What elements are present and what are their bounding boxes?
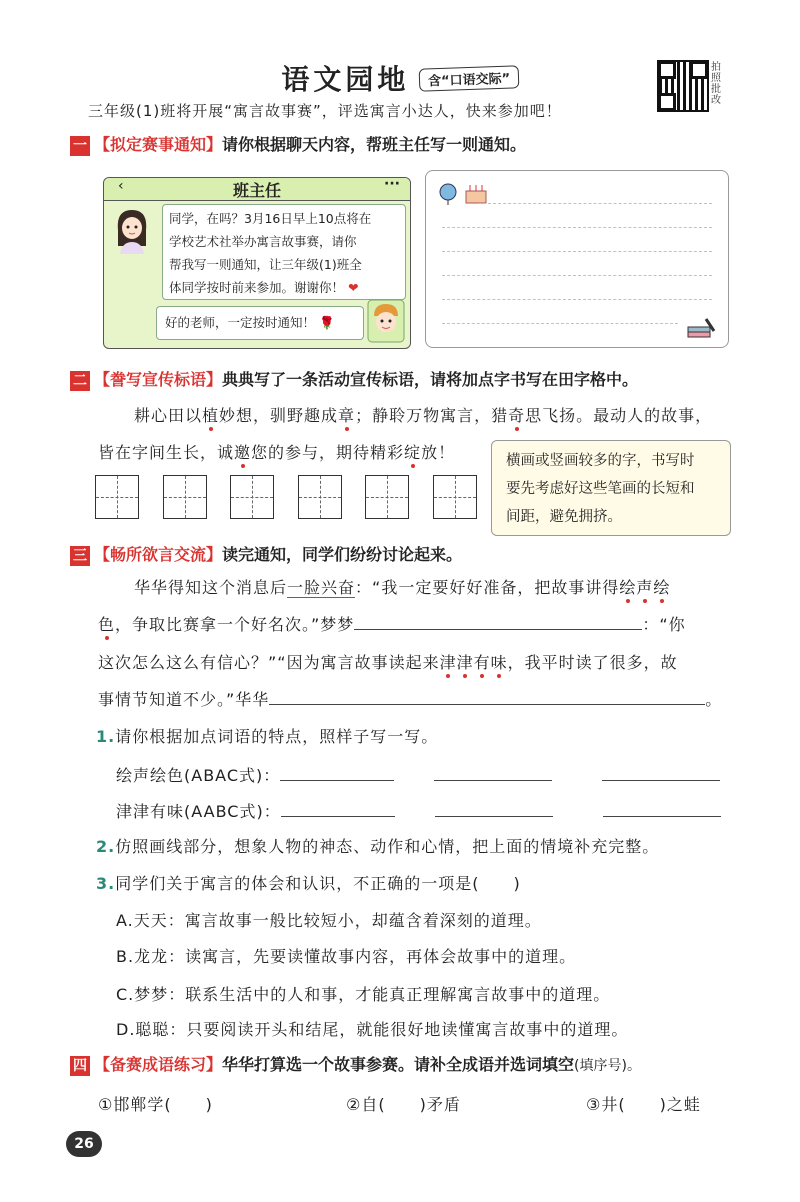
section4-note: (填序号)。 bbox=[574, 1058, 641, 1074]
title-text: 语文园地 bbox=[281, 63, 410, 96]
teacher-message-line: 帮我写一则通知，让三年级(1)班全 bbox=[169, 257, 362, 272]
paragraph-line-3: 这次怎么这么有信心？”“因为寓言故事读起来津津有味，我平时读了很多，故 bbox=[98, 653, 678, 672]
question-2: 2.仿照画线部分，想象人物的神态、动作和心情，把上面的情境补充完整。 bbox=[96, 837, 660, 856]
slogan-line-2: 皆在字间生长，诚邀您的参与，期待精彩绽放！ bbox=[98, 443, 456, 462]
tianzige-box[interactable] bbox=[95, 475, 139, 519]
section4-label: 【备赛成语练习】 bbox=[94, 1055, 223, 1074]
answer-blank[interactable] bbox=[602, 780, 720, 781]
section3-heading bbox=[70, 542, 462, 566]
qr-label: 拍照批改 bbox=[711, 62, 721, 106]
title-tag: 含“口语交际” bbox=[418, 65, 519, 91]
answer-blank[interactable] bbox=[603, 816, 721, 817]
question-3: 3.同学们关于寓言的体会和认识，不正确的一项是( ) bbox=[96, 874, 521, 893]
idiom-3[interactable]: ③井( )之蛙 bbox=[586, 1095, 701, 1114]
question-1-a: 绘声绘色(ABAC式)： bbox=[116, 763, 720, 786]
teacher-message bbox=[162, 204, 406, 300]
option-b[interactable]: B.龙龙：读寓言，先要读懂故事内容，再体会故事中的道理。 bbox=[116, 947, 577, 966]
answer-blank[interactable] bbox=[435, 816, 553, 817]
idiom-2[interactable]: ②自( )矛盾 bbox=[346, 1095, 461, 1114]
underlined-phrase: 一脸兴奋 bbox=[287, 578, 356, 597]
section2-number: 二 bbox=[70, 371, 90, 391]
heart-icon: ❤ bbox=[348, 280, 359, 295]
section1-heading bbox=[70, 132, 526, 156]
teacher-avatar-icon bbox=[112, 206, 152, 254]
section3-label: 【畅所欲言交流】 bbox=[94, 545, 223, 564]
option-a[interactable]: A.天天：寓言故事一般比较短小，却蕴含着深刻的道理。 bbox=[116, 911, 542, 930]
tianzige-box[interactable] bbox=[163, 475, 207, 519]
question-1-b: 津津有味(AABC式)： bbox=[116, 799, 721, 822]
section2-label: 【誊写宣传标语】 bbox=[94, 370, 223, 389]
answer-blank[interactable] bbox=[354, 629, 642, 630]
option-d[interactable]: D.聪聪：只要阅读开头和结尾，就能很好地读懂寓言故事中的道理。 bbox=[116, 1020, 629, 1039]
option-c[interactable]: C.梦梦：联系生活中的人和事，才能真正理解寓言故事中的道理。 bbox=[116, 985, 611, 1004]
notice-writing-area[interactable] bbox=[425, 170, 729, 348]
writing-tip-box bbox=[491, 440, 731, 536]
section4-number: 四 bbox=[70, 1056, 90, 1076]
paragraph-line-1: 华华得知这个消息后一脸兴奋：“我一定要好好准备，把故事讲得绘声绘 bbox=[134, 578, 671, 597]
back-icon[interactable]: ‹ bbox=[118, 178, 124, 194]
intro-text: 三年级(1)班将开展“寓言故事赛”，评选寓言小达人，快来参加吧！ bbox=[88, 102, 562, 120]
student-avatar-icon bbox=[366, 298, 406, 344]
more-icon[interactable]: ··· bbox=[384, 176, 400, 192]
chat-header bbox=[104, 178, 410, 201]
tianzige-box[interactable] bbox=[298, 475, 342, 519]
slogan-line-1: 耕心田以植妙想，驯野趣成章；静聆万物寓言，猎奇思飞扬。最动人的故事， bbox=[134, 406, 713, 425]
tianzige-box[interactable] bbox=[365, 475, 409, 519]
books-pencil-icon bbox=[686, 317, 716, 339]
tianzige-box[interactable] bbox=[230, 475, 274, 519]
section1-number: 一 bbox=[70, 136, 90, 156]
paragraph-line-2: 色，争取比赛拿一个好名次。”梦梦 ：“你 bbox=[98, 615, 686, 634]
teacher-message-line: 学校艺术社举办寓言故事赛，请你 bbox=[169, 234, 357, 249]
answer-blank[interactable] bbox=[280, 780, 394, 781]
tip-line: 要先考虑好这些笔画的长短和 bbox=[506, 481, 695, 497]
section4-heading bbox=[70, 1052, 641, 1076]
page-number: 26 bbox=[66, 1131, 102, 1157]
section1-instruction: 请你根据聊天内容，帮班主任写一则通知。 bbox=[222, 135, 527, 154]
teacher-message-line: 同学，在吗？3月16日早上10点将在 bbox=[169, 211, 372, 226]
section4-instruction: 华华打算选一个故事参赛。请补全成语并选词填空 bbox=[222, 1055, 575, 1074]
answer-blank[interactable] bbox=[281, 816, 395, 817]
idiom-1[interactable]: ①邯郸学( ) bbox=[98, 1095, 213, 1114]
teacher-message-line: 体同学按时前来参加。谢谢你！ ❤ bbox=[169, 280, 359, 295]
chat-contact-name: 班主任 bbox=[232, 181, 281, 200]
answer-blank[interactable] bbox=[269, 704, 705, 705]
answer-blank[interactable] bbox=[434, 780, 552, 781]
section2-instruction: 典典写了一条活动宣传标语，请将加点字书写在田字格中。 bbox=[222, 370, 639, 389]
question-1: 1.请你根据加点词语的特点，照样子写一写。 bbox=[96, 727, 439, 746]
qr-code-icon[interactable] bbox=[657, 60, 709, 112]
flower-icon: 🌹 bbox=[319, 315, 335, 330]
tianzige-box[interactable] bbox=[433, 475, 477, 519]
student-reply-text: 好的老师，一定按时通知！ bbox=[165, 315, 316, 330]
section3-instruction: 读完通知，同学们纷纷讨论起来。 bbox=[222, 545, 463, 564]
section3-number: 三 bbox=[70, 546, 90, 566]
tip-line: 间距，避免拥挤。 bbox=[506, 509, 622, 525]
section1-label: 【拟定赛事通知】 bbox=[94, 135, 223, 154]
paragraph-line-4: 事情节知道不少。”华华 。 bbox=[98, 690, 723, 709]
section2-heading bbox=[70, 367, 638, 391]
student-reply bbox=[156, 306, 364, 340]
tip-line: 横画或竖画较多的字，书写时 bbox=[506, 453, 695, 469]
chat-window bbox=[103, 177, 411, 349]
